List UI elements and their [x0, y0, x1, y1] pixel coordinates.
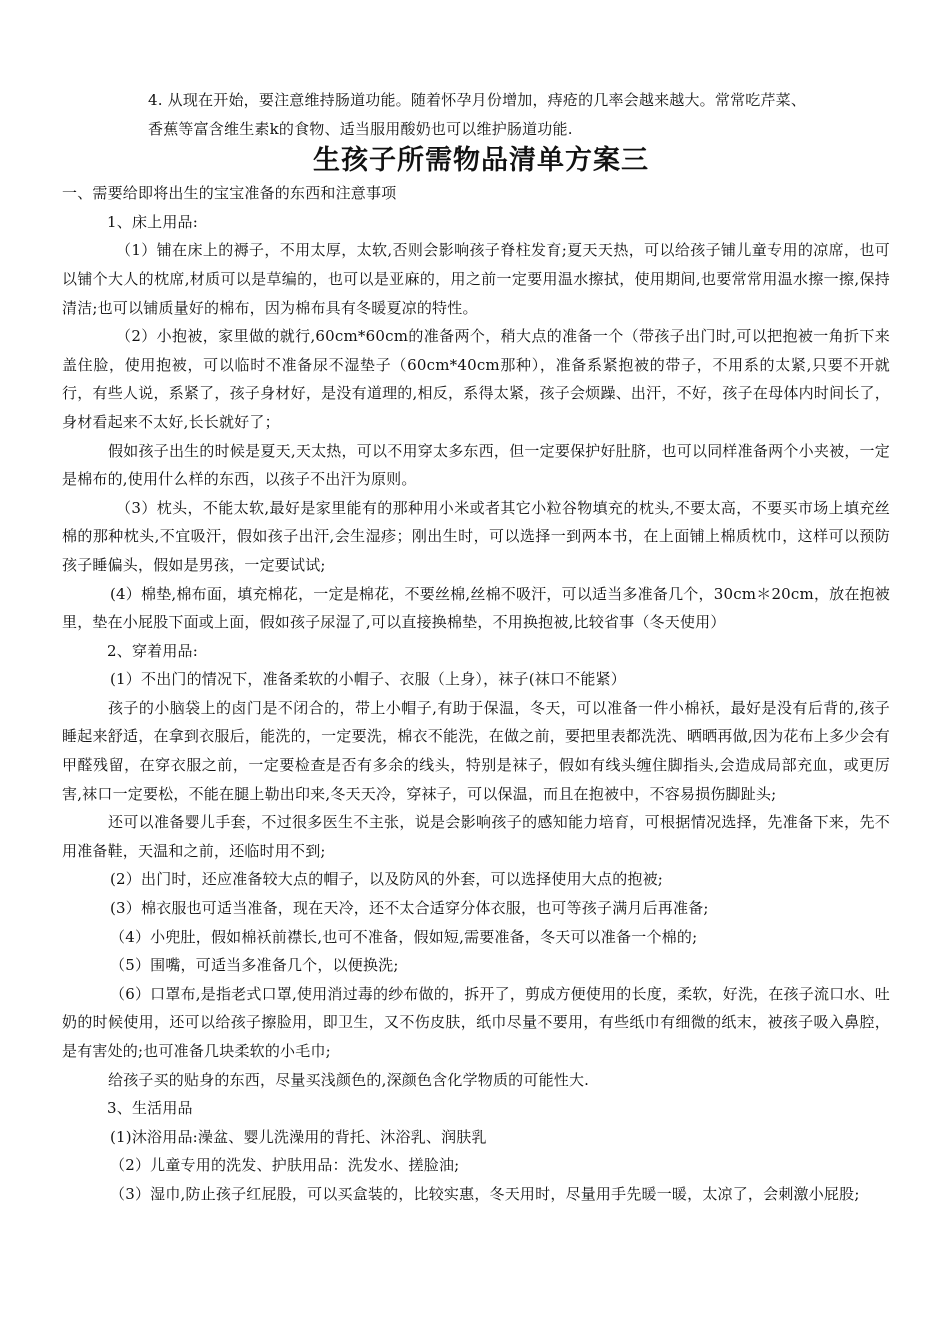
subheading-bedding: 1、床上用品:	[107, 212, 198, 231]
document-title: 生孩子所需物品清单方案三	[313, 145, 649, 177]
paragraph-swaddle: （2）小抱被，家里做的就行,60cm*60cm的准备两个，稍大点的准备一个（带孩子出门时,可以把抱被一角折下来盖住脸，使用抱被，可以临时不准备尿不湿垫子（60cm*40cm那种），准备系紧抱被的带子，不用系的太紧,只要不开就行，有些人说，系紧了，孩子身材好，是没有道理的,相反，系得太紧，孩子会烦躁、出汗，不好，孩子在母体内时间长了，身材看起来不太好,长长就好了；	[62, 327, 890, 431]
paragraph-cotton-clothes: (3）棉衣服也可适当准备，现在天冷，还不太合适穿分体衣服，也可等孩子满月后再准备;	[110, 899, 709, 918]
paragraph-gloves: 还可以准备婴儿手套，不过很多医生不主张，说是会影响孩子的感知能力培育，可根据情况选择，先准备下来，先不用准备鞋，天温和之前，还临时用不到;	[62, 813, 890, 860]
paragraph-bib-belly: （4）小兜肚，假如棉袄前襟长,也可不准备，假如短,需要准备，冬天可以准备一个棉的;	[110, 927, 698, 946]
paragraph-indoor-clothes: (1）不出门的情况下，准备柔软的小帽子、衣服（上身），袜子(袜口不能紧）	[110, 670, 626, 689]
paragraph-pillow: （3）枕头，不能太软,最好是家里能有的那种用小米或者其它小粒谷物填充的枕头,不要太高，不要买市场上填充丝棉的那种枕头,不宜吸汗，假如孩子出汗,会生湿疹；刚出生时，可以选择一到两本书，在上面铺上棉质枕巾，这样可以预防孩子睡偏头，假如是男孩，一定要试试;	[62, 498, 890, 574]
subheading-clothing: 2、穿着用品:	[107, 641, 198, 660]
intro-line-1: 4. 从现在开始，要注意维持肠道功能。随着怀孕月份增加，痔疮的几率会越来越大。常常吃芹菜、	[148, 91, 807, 109]
paragraph-outdoor: (2）出门时，还应准备较大点的帽子，以及防风的外套，可以选择使用大点的抱被;	[110, 870, 664, 889]
paragraph-skincare: （2）儿童专用的洗发、护肤用品：洗发水、搓脸油;	[110, 1156, 460, 1175]
paragraph-hat-socks: 孩子的小脑袋上的卤门是不闭合的，带上小帽子,有助于保温，冬天，可以准备一件小棉袄，最好是没有后背的,孩子睡起来舒适，在拿到衣服后，能洗的，一定要洗，棉衣不能洗，在做之前，要把里表都洗洗、晒晒再做,因为花布上多少会有甲醛残留，在穿衣服之前，一定要检查是否有多余的线头，特别是袜子，假如有线头缠住脚指头,会造成局部充血，或更厉害,袜口一定要松，不能在腿上勒出印来,冬天天冷，穿袜子，可以保温，而且在抱被中，不容易损伤脚趾头;	[62, 698, 890, 803]
paragraph-summer: 假如孩子出生的时候是夏天,天太热，可以不用穿太多东西，但一定要保护好肚脐，也可以同样准备两个小夹被，一定是棉布的,使用什么样的东西，以孩子不出汗为原则。	[62, 441, 890, 489]
intro-line-2: 香蕉等富含维生素k的食物、适当服用酸奶也可以维护肠道功能.	[148, 119, 573, 138]
paragraph-mattress: （1）铺在床上的褥子，不用太厚，太软,否则会影响孩子脊柱发育;夏天天热，可以给孩子铺儿童专用的凉席，也可以铺个大人的枕席,材质可以是草编的，也可以是亚麻的，用之前一定要用温水擦拭，使用期间,也要常常用温水擦一擦,保持清洁;也可以铺质量好的棉布，因为棉布具有冬暖夏凉的特性。	[62, 241, 890, 317]
section-heading: 一、需要给即将出生的宝宝准备的东西和注意事项	[62, 184, 397, 203]
paragraph-cotton-pad: (4）棉垫,棉布面，填充棉花，一定是棉花，不要丝棉,丝棉不吸汗，可以适当多准备几个，30cm＊20cm，放在抱被里，垫在小屁股下面或上面，假如孩子尿湿了,可以直接换棉垫，不用换抱被,比较省事（冬天使用）	[62, 584, 890, 632]
paragraph-bibs: （5）围嘴，可适当多准备几个，以便换洗;	[110, 956, 399, 975]
paragraph-bath: (1)沐浴用品:澡盆、婴儿洗澡用的背托、沐浴乳、润肤乳	[110, 1127, 487, 1146]
subheading-daily-items: 3、生活用品	[107, 1099, 193, 1118]
paragraph-light-colors: 给孩子买的贴身的东西，尽量买浅颜色的,深颜色含化学物质的可能性大.	[108, 1070, 590, 1089]
paragraph-wipes: （3）湿巾,防止孩子红屁股，可以买盒装的，比较实惠，冬天用时，尽量用手先暖一暖，太凉了，会刺激小屁股;	[110, 1184, 860, 1203]
paragraph-gauze: （6）口罩布,是指老式口罩,使用消过毒的纱布做的，拆开了，剪成方便使用的长度，柔软，好洗，在孩子流口水、吐奶的时候使用，还可以给孩子擦脸用，即卫生，又不伤皮肤，纸巾尽量不要用，有些纸巾有细微的纸末，被孩子吸入鼻腔，是有害处的;也可准备几块柔软的小毛巾;	[62, 984, 890, 1060]
